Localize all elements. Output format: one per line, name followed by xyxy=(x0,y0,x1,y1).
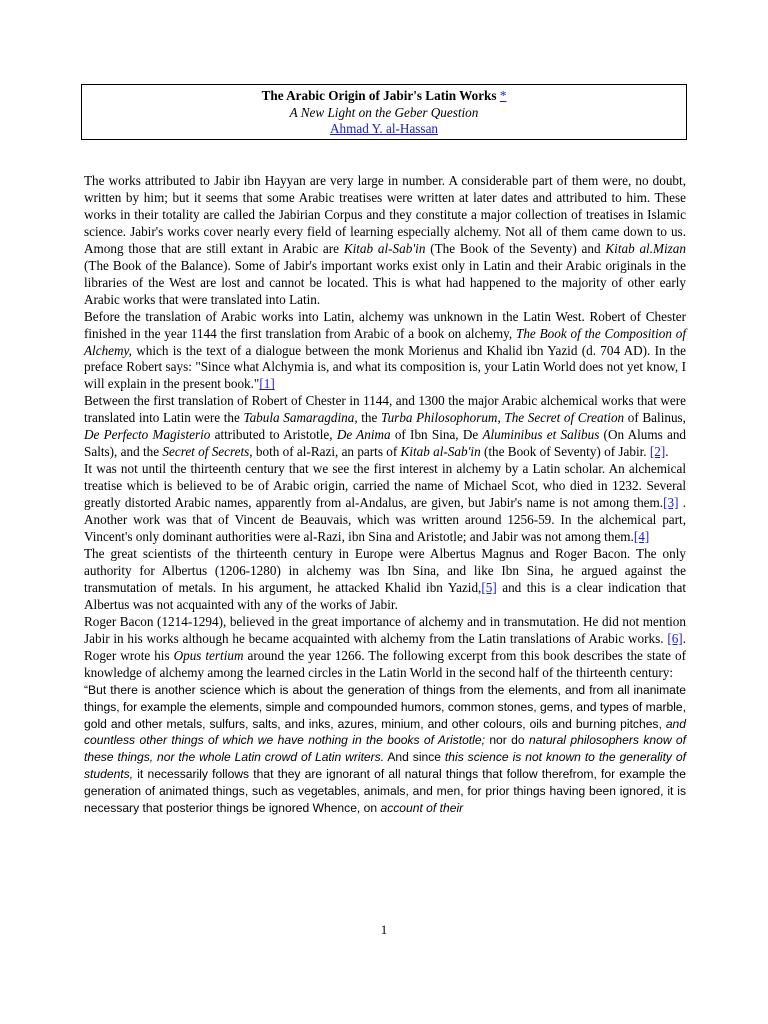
paragraph-text: (the Book of Seventy) of Jabir. xyxy=(480,444,650,460)
body-paragraph xyxy=(84,393,686,461)
italic-title: Kitab al-Sab'in xyxy=(343,240,426,256)
paragraph-text: and this is a clear indication that Albertus was not acquainted with any of the works of Jabir. xyxy=(84,579,686,612)
footnote-link[interactable]: [4] xyxy=(633,529,650,545)
title-line xyxy=(82,88,686,105)
footnote-link[interactable]: [2] xyxy=(649,444,666,460)
author-link[interactable]: Ahmad Y. al-Hassan xyxy=(329,121,439,136)
paragraph-text: “But there is another science which is about the generation of things from the elements, and from all inanimate things, for example the elements, simple and compounded humors, common stones, gems, and types of marble, gold and other metals, sulfurs, salts, and inks, azures, minium, and other colours, oils and burning pitches, xyxy=(84,682,686,731)
article-body xyxy=(84,173,686,817)
paragraph-text: nor do xyxy=(484,733,530,748)
paragraph-text: around the year 1266. The following excerpt from this book describes the state of knowledge of alchemy among the learned circles in the Latin World in the second half of the thirteenth century: xyxy=(84,647,686,680)
body-paragraph xyxy=(84,173,686,309)
paragraph-text: of Balinus, xyxy=(624,410,686,426)
italic-title: The Book of the Composition of Alchemy, xyxy=(84,325,686,358)
paragraph-text: Before the translation of Arabic works into Latin, alchemy was unknown in the Latin West. Robert of Chester finished in the year 1144 the first translation from Arabic of a book on alchemy, xyxy=(84,308,686,341)
title-block xyxy=(81,84,687,140)
document-subtitle: A New Light on the Geber Question xyxy=(289,104,479,120)
italic-title: Turba Philosophorum, The Secret of Creation xyxy=(380,410,625,426)
italic-title: account of their xyxy=(380,801,464,816)
paragraph-text: Between the first translation of Robert of Chester in 1144, and 1300 the major Arabic alchemical works that were translated into Latin were the xyxy=(84,393,686,426)
italic-title: De Anima xyxy=(336,427,391,443)
italic-title: Kitab al-Sab'in xyxy=(400,444,481,460)
footnote-link[interactable]: [5] xyxy=(481,579,497,595)
paragraph-text: the xyxy=(357,410,381,426)
italic-title: natural philosophers know of these things, nor the whole Latin crowd of Latin writers. xyxy=(84,733,687,765)
paragraph-text: both of al-Razi, an parts of xyxy=(252,444,401,460)
footnote-link[interactable]: [3] xyxy=(663,495,679,511)
paragraph-text: It was not until the thirteenth century that we see the first interest in alchemy by a Latin scholar. An alchemical treatise which is believed to be of Arabic origin, carried the name of Michael Scot, who died in 1232. Several greatly distorted Arabic names, apparently from al-Andalus, are given, but Jabir's name is not among them. xyxy=(84,461,686,511)
paragraph-text: And since xyxy=(384,750,445,765)
footnote-link[interactable]: [6] xyxy=(667,630,683,646)
body-paragraph xyxy=(84,546,686,614)
italic-title: De Perfecto Magisterio xyxy=(84,427,211,443)
footnote-link[interactable]: [1] xyxy=(259,376,275,392)
italic-title: this science is not known to the generality of students, xyxy=(84,750,686,782)
paragraph-text: . Roger wrote his xyxy=(84,630,686,663)
body-paragraph xyxy=(84,461,686,546)
italic-title: and countless other things of which we have nothing in the books of Aristotle; xyxy=(84,716,686,748)
body-paragraph xyxy=(84,309,686,394)
italic-title: Tabula Samaragdina, xyxy=(243,410,358,426)
paragraph-text: The works attributed to Jabir ibn Hayyan are very large in number. A considerable part of them were, no doubt, written by him; but it seems that some Arabic treatises were written at later dates and attributed to him. These works in their totality are called the Jabirian Corpus and they constitute a major collection of treatises in Islamic science. Jabir's works cover nearly every field of learning especially alchemy. Not all of them came down to us. Among those that are still extant in Arabic are xyxy=(84,173,686,256)
paragraph-text: (The Book of the Balance). Some of Jabir's important works exist only in Latin and their Arabic originals in the libraries of the West are lost and cannot be located. This is what had happened to the majority of other early Arabic works that were translated into Latin. xyxy=(84,257,686,307)
italic-title: Secret of Secrets, xyxy=(162,444,253,460)
body-paragraph xyxy=(84,614,686,682)
italic-title: Opus tertium xyxy=(173,647,244,663)
paragraph-text: Roger Bacon (1214-1294), believed in the great importance of alchemy and in transmutation. He did not mention Jabir in his works although he became acquainted with alchemy from the Latin translations of Arabic works. xyxy=(84,613,686,646)
paragraph-text: . Another work was that of Vincent de Beauvais, which was written around 1256-59. In the alchemical part, Vincent's only dominant authorities were al-Razi, ibn Sina and Aristotle; and Jabir was not among them. xyxy=(84,495,686,545)
quoted-excerpt xyxy=(84,682,686,818)
italic-title: Aluminibus et Salibus xyxy=(482,427,600,443)
paragraph-text: (On Alums and Salts), and the xyxy=(84,427,687,460)
title-footnote-link[interactable]: * xyxy=(499,88,507,103)
paragraph-text: . xyxy=(665,444,669,460)
paragraph-text: it necessarily follows that they are ignorant of all natural things that follow therefrom, for example the generation of animated things, such as vegetables, animals, and men, for prior things having been ignored, it is necessary that posterior things be ignored Whence, on xyxy=(84,767,686,816)
paragraph-text: which is the text of a dialogue between the monk Morienus and Khalid ibn Yazid (d. 704 AD). In the preface Robert says: "Since what Alchymia is, and what its composition is, your Latin World does not yet know, I will explain in the present book." xyxy=(84,342,686,392)
page-number: 1 xyxy=(380,923,388,937)
paragraph-text: (The Book of the Seventy) and xyxy=(425,240,606,256)
paragraph-text: attributed to Aristotle, xyxy=(210,427,337,443)
document-title: The Arabic Origin of Jabir's Latin Works xyxy=(261,88,497,103)
italic-title: Kitab al.Mizan xyxy=(605,240,686,256)
paragraph-text: The great scientists of the thirteenth century in Europe were Albertus Magnus and Roger Bacon. The only authority for Albertus (1206-1280) in alchemy was Ibn Sina, and like Ibn Sina, he argued against the transmutation of metals. In his argument, he attacked Khalid ibn Yazid, xyxy=(84,545,686,595)
paragraph-text: of Ibn Sina, De xyxy=(390,427,483,443)
